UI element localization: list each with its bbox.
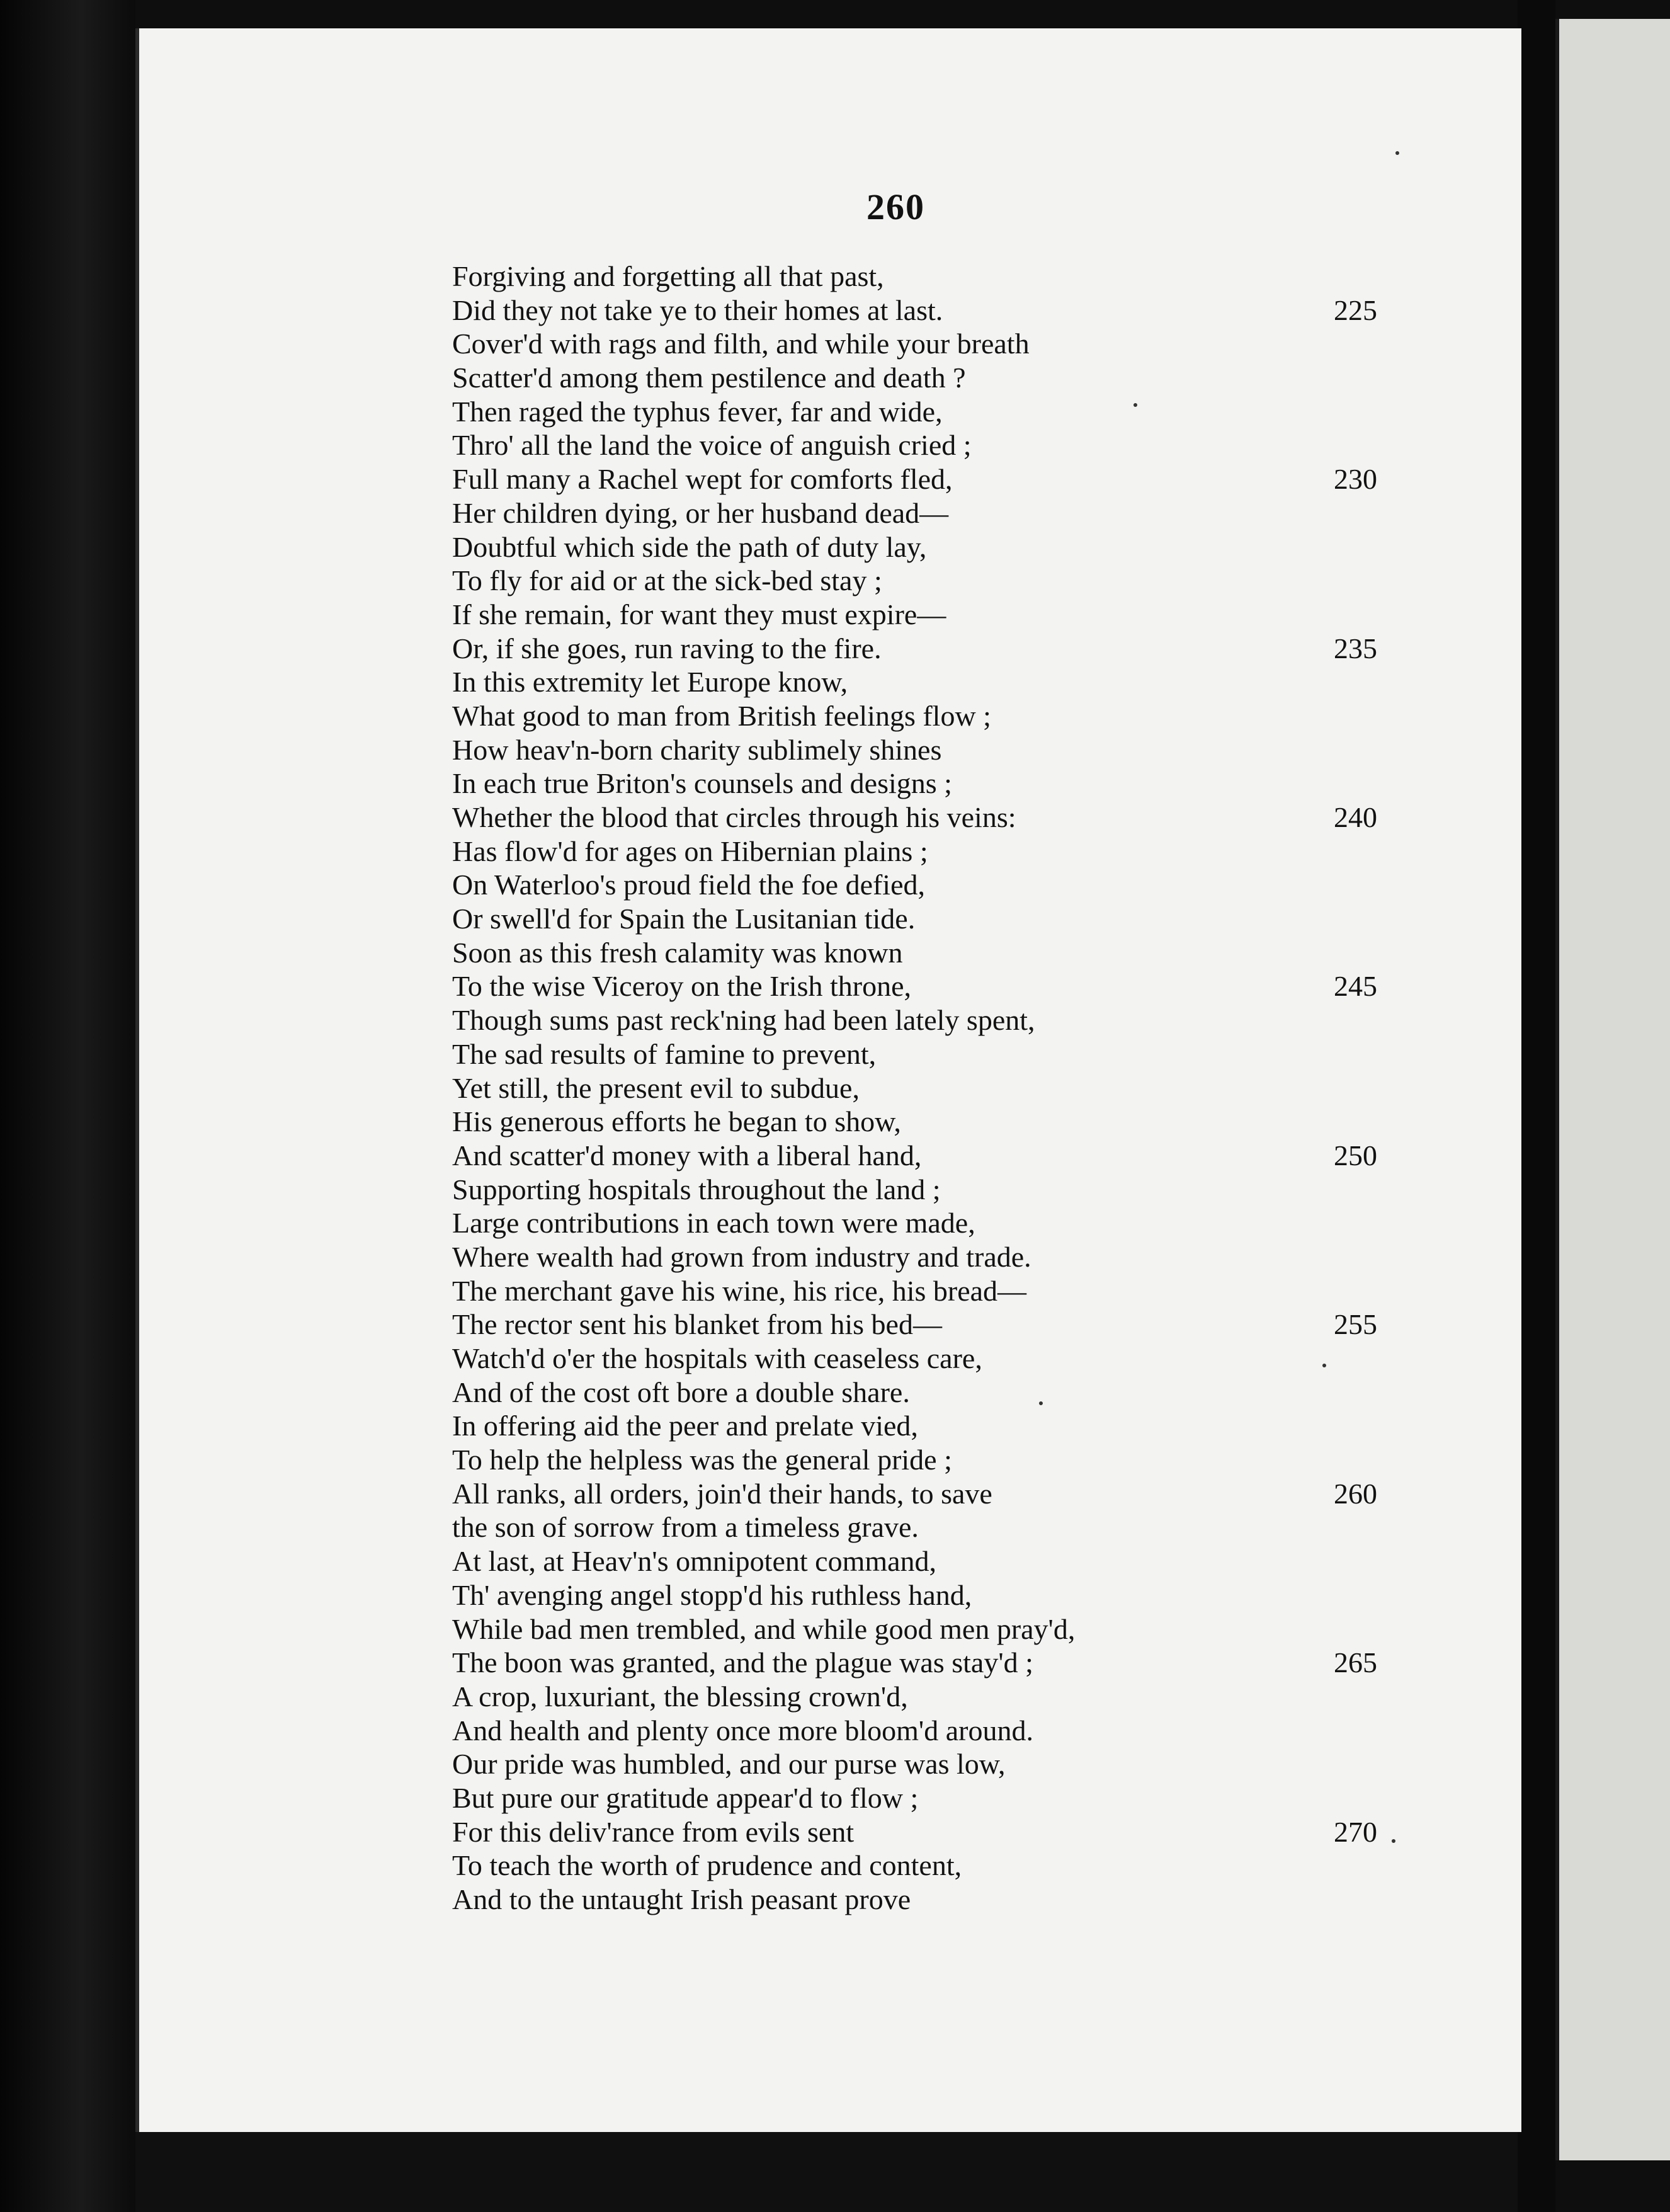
poem-line-text: Where wealth had grown from industry and trade. <box>452 1240 1031 1273</box>
poem-line <box>452 1409 1460 1443</box>
line-number: 240 <box>1334 801 1377 833</box>
poem-line <box>452 1883 1460 1917</box>
poem-line <box>452 1544 1460 1578</box>
line-number: 245 <box>1334 970 1377 1003</box>
poem-line-text: The sad results of famine to prevent, <box>452 1037 877 1070</box>
poem-line <box>452 1510 1460 1544</box>
poem-line <box>452 1240 1460 1274</box>
poem-line-text: His generous efforts he began to show, <box>452 1105 901 1138</box>
poem-line-text: Forgiving and forgetting all that past, <box>452 260 884 292</box>
adjacent-page-edge <box>1555 19 1670 2160</box>
poem-line-text: The boon was granted, and the plague was stay'd ; <box>452 1646 1033 1679</box>
poem-line-text: The merchant gave his wine, his rice, his bread— <box>452 1274 1027 1307</box>
poem-line <box>452 1714 1460 1748</box>
poem-line <box>452 361 1460 395</box>
line-number: 250 <box>1334 1139 1377 1172</box>
poem-line-text: In this extremity let Europe know, <box>452 666 848 698</box>
poem-line-text: To fly for aid or at the sick-bed stay ; <box>452 564 882 597</box>
poem-line <box>452 868 1460 902</box>
poem-line-text: To help the helpless was the general pride ; <box>452 1444 952 1476</box>
poem-line-text: The rector sent his blanket from his bed— <box>452 1308 942 1341</box>
poem-line-text: Yet still, the present evil to subdue, <box>452 1071 860 1104</box>
poem-line-text: Large contributions in each town were made, <box>452 1207 975 1240</box>
scan-left-margin <box>0 0 135 2212</box>
poem-line-text: In each true Briton's counsels and designs ; <box>452 767 952 800</box>
poem-line-text: Has flow'd for ages on Hibernian plains ; <box>452 835 928 867</box>
poem-line <box>452 1173 1460 1207</box>
poem-line-text: Or, if she goes, run raving to the fire. <box>452 632 882 664</box>
poem-line <box>452 1781 1460 1815</box>
poem-text <box>452 259 1460 1917</box>
poem-line-text: How heav'n-born charity sublimely shines <box>452 733 942 766</box>
poem-line <box>452 496 1460 530</box>
poem-line <box>452 1003 1460 1037</box>
poem-line-text: Supporting hospitals throughout the land ; <box>452 1173 941 1206</box>
poem-line-text: But pure our gratitude appear'd to flow ; <box>452 1781 919 1814</box>
poem-line-text: All ranks, all orders, join'd their hands, to save <box>452 1477 992 1510</box>
line-number: 225 <box>1334 294 1377 326</box>
poem-line <box>452 665 1460 699</box>
poem-line <box>452 564 1460 598</box>
poem-line <box>452 902 1460 936</box>
poem-line-text: Thro' all the land the voice of anguish cried ; <box>452 429 972 462</box>
poem-line-text: And of the cost oft bore a double share. <box>452 1376 910 1408</box>
poem-line <box>452 395 1460 429</box>
poem-line-text: While bad men trembled, and while good men pray'd, <box>452 1612 1076 1645</box>
poem-line <box>452 1206 1460 1240</box>
poem-line <box>452 1139 1460 1173</box>
poem-line <box>452 835 1460 869</box>
page-gutter <box>1518 0 1555 2212</box>
poem-line-text: For this deliv'rance from evils sent <box>452 1815 855 1848</box>
poem-line <box>452 462 1460 496</box>
poem-line <box>452 801 1460 835</box>
poem-line <box>452 1274 1460 1308</box>
poem-line <box>452 327 1460 361</box>
poem-line-text: Cover'd with rags and filth, and while your breath <box>452 328 1030 360</box>
poem-line <box>452 1747 1460 1781</box>
poem-line-text: In offering aid the peer and prelate vied, <box>452 1410 918 1442</box>
poem-line-text: Or swell'd for Spain the Lusitanian tide. <box>452 903 916 935</box>
poem-line <box>452 1612 1460 1646</box>
poem-line <box>452 1680 1460 1714</box>
poem-line <box>452 259 1460 294</box>
poem-line <box>452 1308 1460 1342</box>
poem-line <box>452 1849 1460 1883</box>
poem-line <box>452 767 1460 801</box>
poem-line <box>452 1477 1460 1511</box>
poem-line-text: Did they not take ye to their homes at last. <box>452 294 943 326</box>
poem-line <box>452 936 1460 970</box>
poem-line-text: Whether the blood that circles through his veins: <box>452 801 1016 833</box>
poem-line-text: the son of sorrow from a timeless grave. <box>452 1511 919 1544</box>
poem-line <box>452 428 1460 462</box>
poem-line <box>452 733 1460 767</box>
poem-line <box>452 699 1460 733</box>
line-number: 235 <box>1334 632 1377 664</box>
poem-line-text: Th' avenging angel stopp'd his ruthless hand, <box>452 1578 972 1611</box>
poem-line-text: What good to man from British feelings flow ; <box>452 699 991 732</box>
poem-line <box>452 1342 1460 1376</box>
poem-line <box>452 598 1460 632</box>
line-number: 255 <box>1334 1308 1377 1341</box>
poem-line <box>452 1646 1460 1680</box>
poem-line-text: If she remain, for want they must expire— <box>452 598 946 630</box>
poem-line-text: And to the untaught Irish peasant prove <box>452 1883 911 1915</box>
poem-line-text: Our pride was humbled, and our purse was low, <box>452 1748 1006 1781</box>
poem-line-text: To the wise Viceroy on the Irish throne, <box>452 970 911 1003</box>
page-number: 260 <box>866 186 925 227</box>
poem-line-text: At last, at Heav'n's omnipotent command, <box>452 1545 937 1578</box>
poem-line <box>452 530 1460 564</box>
poem-line-text: And scatter'd money with a liberal hand, <box>452 1139 922 1172</box>
poem-line <box>452 1071 1460 1105</box>
poem-line-text: Soon as this fresh calamity was known <box>452 936 903 969</box>
poem-line <box>452 969 1460 1003</box>
poem-line-text: Her children dying, or her husband dead— <box>452 496 949 529</box>
poem-line-text: On Waterloo's proud field the foe defied, <box>452 869 926 901</box>
poem-line-text: And health and plenty once more bloom'd around. <box>452 1714 1033 1747</box>
poem-line <box>452 1376 1460 1410</box>
poem-line <box>452 294 1460 328</box>
poem-line-text: Though sums past reck'ning had been lately spent, <box>452 1004 1035 1037</box>
poem-line-text: Then raged the typhus fever, far and wide, <box>452 395 943 428</box>
poem-line-text: To teach the worth of prudence and content, <box>452 1849 962 1882</box>
poem-line <box>452 1037 1460 1071</box>
poem-line <box>452 1443 1460 1477</box>
poem-line-text: Doubtful which side the path of duty lay, <box>452 530 927 563</box>
line-number: 270 <box>1334 1815 1377 1848</box>
poem-line <box>452 1815 1460 1849</box>
poem-line-text: Scatter'd among them pestilence and death ? <box>452 362 966 394</box>
poem-line <box>452 632 1460 666</box>
poem-line-text: Watch'd o'er the hospitals with ceaseless care, <box>452 1342 982 1374</box>
poem-line <box>452 1578 1460 1612</box>
line-number: 230 <box>1334 463 1377 496</box>
poem-line-text: A crop, luxuriant, the blessing crown'd, <box>452 1680 908 1713</box>
line-number: 265 <box>1334 1646 1377 1679</box>
line-number: 260 <box>1334 1477 1377 1510</box>
poem-line <box>452 1105 1460 1139</box>
poem-line-text: Full many a Rachel wept for comforts fled, <box>452 463 953 496</box>
page-bottom-shadow <box>135 2132 1518 2212</box>
